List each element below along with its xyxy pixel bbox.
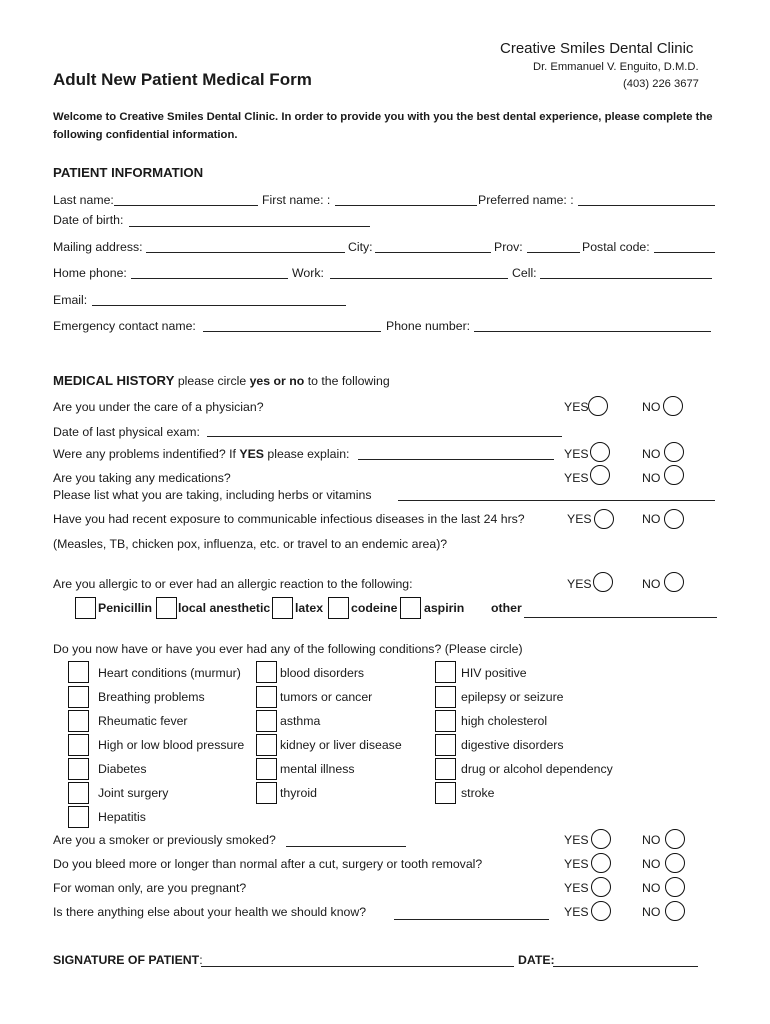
last-exam-field[interactable] bbox=[207, 436, 562, 437]
no-circle[interactable] bbox=[665, 901, 685, 921]
welcome-text-2: following confidential information. bbox=[53, 129, 238, 141]
signature-field[interactable] bbox=[201, 966, 514, 967]
clinic-phone: (403) 226 3677 bbox=[623, 78, 699, 90]
emergency-phone-label: Phone number: bbox=[386, 319, 471, 333]
yes-circle[interactable] bbox=[593, 572, 613, 592]
yes-label: YES bbox=[567, 577, 592, 591]
yes-label: YES bbox=[564, 857, 589, 871]
condition-blood-disorders: blood disorders bbox=[280, 666, 365, 680]
checkbox-condition[interactable] bbox=[68, 661, 89, 683]
checkbox-penicillin[interactable] bbox=[75, 597, 96, 619]
work-label: Work: bbox=[292, 266, 324, 280]
email-label: Email: bbox=[53, 293, 88, 307]
condition-blood-pressure: High or low blood pressure bbox=[98, 738, 245, 752]
welcome-text-1: Welcome to Creative Smiles Dental Clinic. In order to provide you with you the best dental experience, please complete the bbox=[53, 111, 713, 123]
checkbox-condition[interactable] bbox=[435, 758, 456, 780]
form-title: Adult New Patient Medical Form bbox=[53, 70, 312, 89]
condition-epilepsy: epilepsy or seizure bbox=[461, 690, 564, 704]
dob-field[interactable] bbox=[129, 226, 370, 227]
condition-tumors: tumors or cancer bbox=[280, 690, 373, 704]
no-label: NO bbox=[642, 857, 661, 871]
checkbox-condition[interactable] bbox=[68, 758, 89, 780]
no-label: NO bbox=[642, 881, 661, 895]
q-smoker: Are you a smoker or previously smoked? bbox=[53, 833, 276, 847]
condition-heart: Heart conditions (murmur) bbox=[98, 666, 241, 680]
yes-circle[interactable] bbox=[590, 465, 610, 485]
conditions-question: Do you now have or have you ever had any of the following conditions? (Please circle) bbox=[53, 642, 523, 656]
no-circle[interactable] bbox=[664, 509, 684, 529]
q-allergy: Are you allergic to or ever had an allergic reaction to the following: bbox=[53, 577, 413, 591]
checkbox-condition[interactable] bbox=[68, 686, 89, 708]
condition-hiv: HIV positive bbox=[461, 666, 527, 680]
condition-drug-alcohol: drug or alcohol dependency bbox=[461, 762, 613, 776]
no-circle[interactable] bbox=[663, 396, 683, 416]
first-name-label: First name: : bbox=[262, 193, 331, 207]
checkbox-condition[interactable] bbox=[435, 686, 456, 708]
checkbox-condition[interactable] bbox=[435, 734, 456, 756]
mailing-field[interactable] bbox=[146, 252, 345, 253]
preferred-name-field[interactable] bbox=[578, 205, 715, 206]
yes-label: YES bbox=[567, 512, 592, 526]
yes-label: YES bbox=[564, 471, 589, 485]
checkbox-latex[interactable] bbox=[272, 597, 293, 619]
yes-label: YES bbox=[564, 905, 589, 919]
date-field[interactable] bbox=[553, 966, 698, 967]
checkbox-condition[interactable] bbox=[68, 734, 89, 756]
checkbox-condition[interactable] bbox=[68, 806, 89, 828]
checkbox-condition[interactable] bbox=[256, 758, 277, 780]
preferred-name-label: Preferred name: : bbox=[478, 193, 574, 207]
yes-circle[interactable] bbox=[591, 829, 611, 849]
city-field[interactable] bbox=[375, 252, 491, 253]
condition-asthma: asthma bbox=[280, 714, 321, 728]
postal-field[interactable] bbox=[654, 252, 715, 253]
condition-hepatitis: Hepatitis bbox=[98, 810, 146, 824]
allergen-latex: latex bbox=[295, 601, 324, 615]
condition-diabetes: Diabetes bbox=[98, 762, 147, 776]
q-last-exam: Date of last physical exam: bbox=[53, 425, 200, 439]
condition-rheumatic: Rheumatic fever bbox=[98, 714, 188, 728]
no-label: NO bbox=[642, 577, 661, 591]
q-anything-else: Is there anything else about your health we should know? bbox=[53, 905, 367, 919]
signature-label: SIGNATURE OF PATIENT: bbox=[53, 953, 203, 967]
checkbox-condition[interactable] bbox=[68, 782, 89, 804]
no-label: NO bbox=[642, 471, 661, 485]
first-name-field[interactable] bbox=[335, 205, 477, 206]
dob-label: Date of birth: bbox=[53, 213, 124, 227]
checkbox-condition[interactable] bbox=[256, 782, 277, 804]
checkbox-codeine[interactable] bbox=[328, 597, 349, 619]
no-circle[interactable] bbox=[665, 829, 685, 849]
yes-circle[interactable] bbox=[591, 853, 611, 873]
q-bleed: Do you bleed more or longer than normal after a cut, surgery or tooth removal? bbox=[53, 857, 483, 871]
patient-info-heading: PATIENT INFORMATION bbox=[53, 165, 204, 180]
no-circle[interactable] bbox=[664, 465, 684, 485]
emergency-label: Emergency contact name: bbox=[53, 319, 196, 333]
cell-label: Cell: bbox=[512, 266, 537, 280]
allergen-local-anesthetic: local anesthetic bbox=[178, 601, 271, 615]
cell-field[interactable] bbox=[540, 278, 712, 279]
medical-history-heading: MEDICAL HISTORY please circle yes or no to the following bbox=[53, 373, 390, 388]
home-phone-label: Home phone: bbox=[53, 266, 127, 280]
allergen-other-field[interactable] bbox=[524, 617, 717, 618]
prov-label: Prov: bbox=[494, 240, 523, 254]
condition-stroke: stroke bbox=[461, 786, 495, 800]
condition-kidney-liver: kidney or liver disease bbox=[280, 738, 402, 752]
yes-circle[interactable] bbox=[590, 442, 610, 462]
prov-field[interactable] bbox=[527, 252, 580, 253]
checkbox-condition[interactable] bbox=[256, 661, 277, 683]
no-label: NO bbox=[642, 447, 661, 461]
q-exposure-note: (Measles, TB, chicken pox, influenza, etc. or travel to an endemic area)? bbox=[53, 537, 448, 551]
q-medications: Are you taking any medications? bbox=[53, 471, 231, 485]
q-problems: Were any problems indentified? If YES please explain: bbox=[53, 447, 350, 461]
clinic-name: Creative Smiles Dental Clinic bbox=[500, 40, 694, 57]
medications-field[interactable] bbox=[398, 500, 715, 501]
yes-label: YES bbox=[564, 447, 589, 461]
checkbox-condition[interactable] bbox=[68, 710, 89, 732]
q-pregnant: For woman only, are you pregnant? bbox=[53, 881, 247, 895]
q-physician: Are you under the care of a physician? bbox=[53, 400, 264, 414]
yes-circle[interactable] bbox=[591, 877, 611, 897]
date-label: DATE: bbox=[518, 953, 555, 967]
yes-circle[interactable] bbox=[588, 396, 608, 416]
no-circle[interactable] bbox=[665, 877, 685, 897]
work-field[interactable] bbox=[330, 278, 508, 279]
no-label: NO bbox=[642, 400, 661, 414]
yes-label: YES bbox=[564, 881, 589, 895]
emergency-field[interactable] bbox=[203, 331, 381, 332]
city-label: City: bbox=[348, 240, 373, 254]
postal-label: Postal code: bbox=[582, 240, 650, 254]
no-circle[interactable] bbox=[664, 442, 684, 462]
checkbox-condition[interactable] bbox=[256, 686, 277, 708]
yes-label: YES bbox=[564, 833, 589, 847]
emergency-phone-field[interactable] bbox=[474, 331, 711, 332]
checkbox-aspirin[interactable] bbox=[400, 597, 421, 619]
doctor-name: Dr. Emmanuel V. Enguito, D.M.D. bbox=[533, 61, 699, 73]
email-field[interactable] bbox=[92, 305, 346, 306]
condition-digestive: digestive disorders bbox=[461, 738, 564, 752]
allergen-other: other bbox=[491, 601, 522, 615]
checkbox-local-anesthetic[interactable] bbox=[156, 597, 177, 619]
no-label: NO bbox=[642, 512, 661, 526]
q-medications-list: Please list what you are taking, including herbs or vitamins bbox=[53, 488, 372, 502]
anything-else-field[interactable] bbox=[394, 919, 549, 920]
no-label: NO bbox=[642, 905, 661, 919]
last-name-field[interactable] bbox=[114, 205, 258, 206]
checkbox-condition[interactable] bbox=[256, 710, 277, 732]
home-phone-field[interactable] bbox=[131, 278, 288, 279]
checkbox-condition[interactable] bbox=[435, 710, 456, 732]
checkbox-condition[interactable] bbox=[435, 661, 456, 683]
no-circle[interactable] bbox=[665, 853, 685, 873]
no-circle[interactable] bbox=[664, 572, 684, 592]
condition-cholesterol: high cholesterol bbox=[461, 714, 548, 728]
yes-circle[interactable] bbox=[591, 901, 611, 921]
q-exposure: Have you had recent exposure to communicable infectious diseases in the last 24 hrs? bbox=[53, 512, 525, 526]
checkbox-condition[interactable] bbox=[435, 782, 456, 804]
mailing-label: Mailing address: bbox=[53, 240, 143, 254]
condition-breathing: Breathing problems bbox=[98, 690, 205, 704]
problems-field[interactable] bbox=[358, 459, 554, 460]
condition-joint-surgery: Joint surgery bbox=[98, 786, 169, 800]
checkbox-condition[interactable] bbox=[256, 734, 277, 756]
last-name-label: Last name: bbox=[53, 193, 114, 207]
allergen-codeine: codeine bbox=[351, 601, 398, 615]
yes-label: YES bbox=[564, 400, 589, 414]
condition-thyroid: thyroid bbox=[280, 786, 317, 800]
smoker-field[interactable] bbox=[286, 846, 406, 847]
condition-mental-illness: mental illness bbox=[280, 762, 355, 776]
no-label: NO bbox=[642, 833, 661, 847]
allergen-penicillin: Penicillin bbox=[98, 601, 152, 615]
yes-circle[interactable] bbox=[594, 509, 614, 529]
allergen-aspirin: aspirin bbox=[424, 601, 465, 615]
